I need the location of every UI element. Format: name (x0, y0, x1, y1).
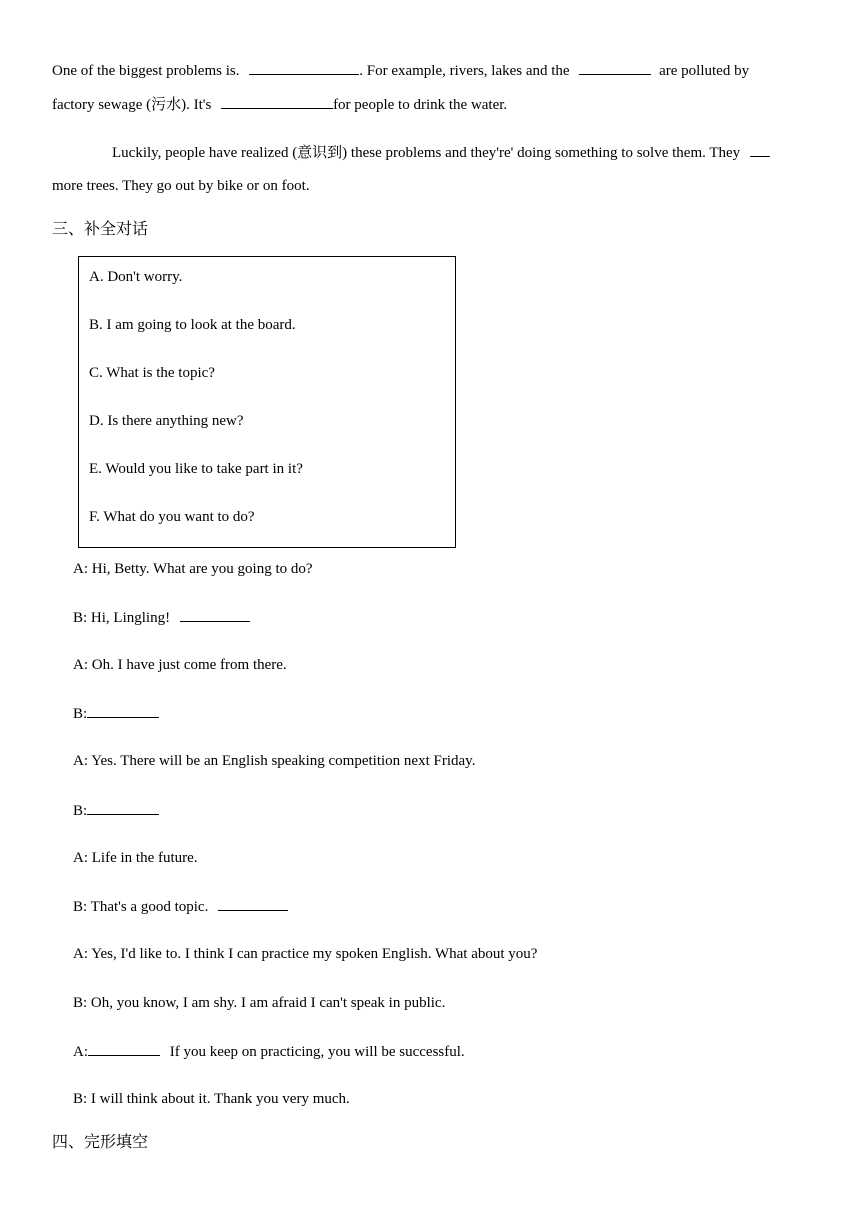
section-heading-3: 三、补全对话 (52, 219, 149, 238)
answer-blank[interactable] (221, 94, 333, 109)
answer-blank[interactable] (87, 703, 159, 718)
dialogue-line (73, 559, 313, 579)
passage-line-3 (112, 142, 770, 163)
section-heading-4: 四、完形填空 (52, 1132, 149, 1151)
dialogue-text: A: Yes, I'd like to. I think I can practice my spoken English. What about you? (73, 946, 538, 962)
options-box (78, 256, 456, 548)
dialogue-line (73, 944, 537, 964)
dialogue-line (73, 800, 159, 821)
passage-line-2 (52, 94, 507, 115)
dialogue-text: B: That's a good topic. (73, 899, 209, 915)
dialogue-line (73, 751, 475, 771)
passage-text: . For example, rivers, lakes and the (359, 63, 570, 79)
passage-text: One of the biggest problems is. (52, 63, 240, 79)
option-f: F. What do you want to do? (89, 509, 255, 525)
dialogue-text: A: Yes. There will be an English speaking competition next Friday. (73, 753, 476, 769)
dialogue-line (73, 1089, 350, 1109)
dialogue-text: A: Oh. I have just come from there. (73, 657, 287, 673)
passage-line-4 (52, 176, 310, 196)
dialogue-text: A: (73, 1044, 88, 1060)
passage-line-1 (52, 60, 749, 81)
option-d: D. Is there anything new? (89, 413, 244, 429)
dialogue-text: B: Oh, you know, I am shy. I am afraid I can't speak in public. (73, 995, 446, 1011)
answer-blank[interactable] (579, 60, 651, 75)
dialogue-line (73, 993, 445, 1013)
dialogue-text: A: Life in the future. (73, 850, 198, 866)
answer-blank[interactable] (249, 60, 359, 75)
answer-blank[interactable] (218, 896, 288, 911)
passage-text: are polluted by (659, 63, 750, 79)
answer-blank[interactable] (750, 142, 770, 157)
option-c: C. What is the topic? (89, 365, 215, 381)
answer-blank[interactable] (87, 800, 159, 815)
dialogue-line (73, 848, 198, 868)
passage-text: for people to drink the water. (333, 97, 508, 113)
dialogue-text: B: I will think about it. Thank you very much. (73, 1091, 350, 1107)
dialogue-line (73, 1041, 465, 1062)
dialogue-text: A: Hi, Betty. What are you going to do? (73, 561, 313, 577)
option-b: B. I am going to look at the board. (89, 317, 296, 333)
dialogue-line (73, 607, 250, 628)
answer-blank[interactable] (88, 1041, 160, 1056)
dialogue-line (73, 655, 287, 675)
option-a: A. Don't worry. (89, 269, 183, 285)
dialogue-text: B: Hi, Lingling! (73, 610, 171, 626)
dialogue-text: If you keep on practicing, you will be successful. (169, 1044, 465, 1060)
passage-text: factory sewage (污水). It's (52, 97, 212, 113)
dialogue-line (73, 703, 159, 724)
option-e: E. Would you like to take part in it? (89, 461, 303, 477)
passage-text: more trees. They go out by bike or on foot. (52, 178, 310, 194)
dialogue-line (73, 896, 288, 917)
passage-text: Luckily, people have realized (意识到) these problems and they're' doing something to solve them. They (112, 145, 741, 161)
dialogue-text: B: (73, 803, 88, 819)
dialogue-text: B: (73, 706, 88, 722)
answer-blank[interactable] (180, 607, 250, 622)
